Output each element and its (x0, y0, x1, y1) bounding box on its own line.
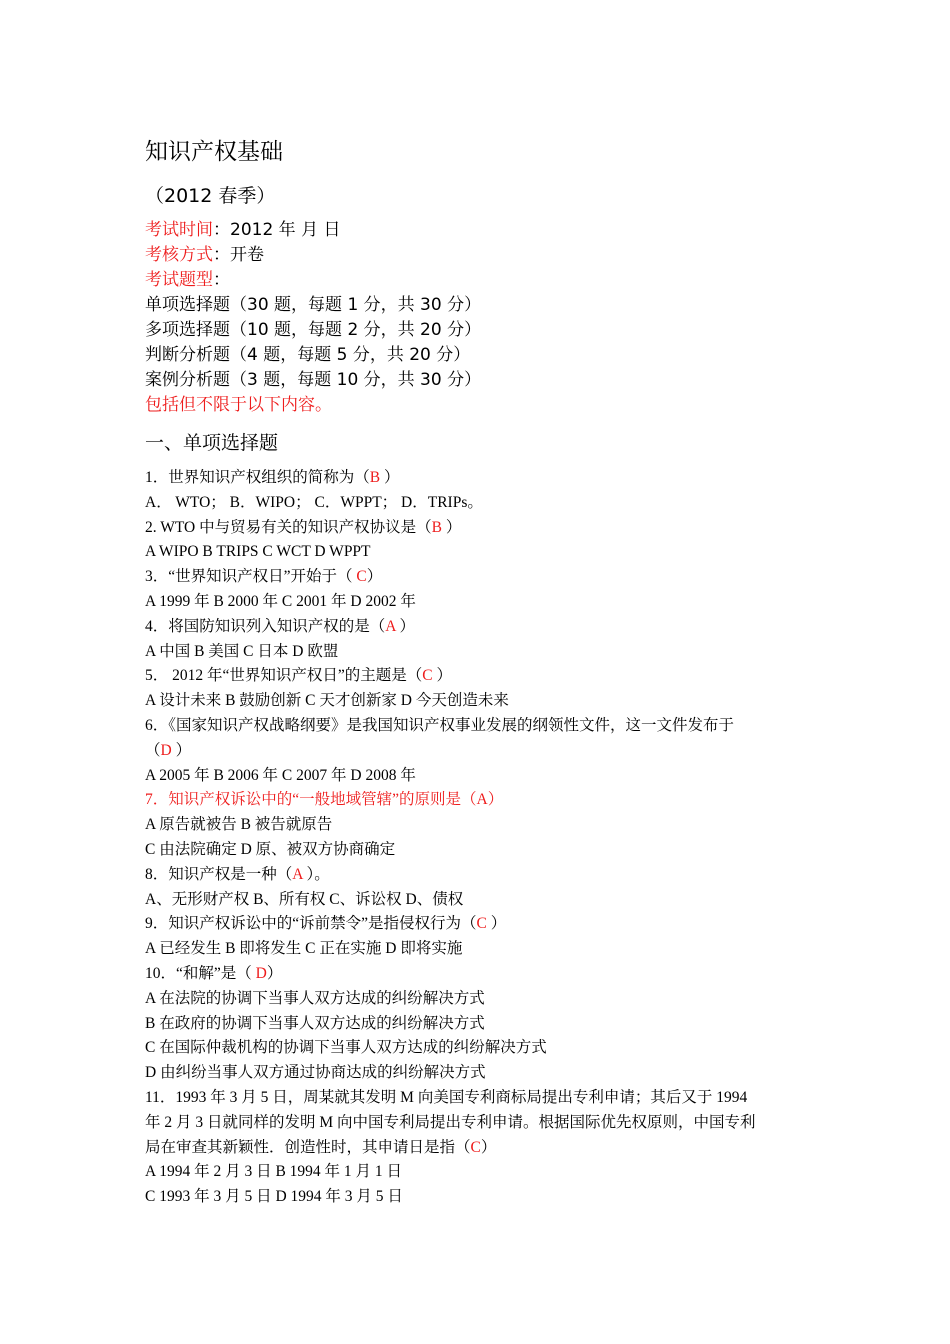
question-text: 10．“和解”是（ (145, 964, 256, 982)
answer-mark: B (369, 469, 381, 486)
options-line: A 中国 B 美国 C 日本 D 欧盟 (145, 642, 339, 660)
question-line (145, 912, 815, 937)
exam-method-value: ：开卷 (213, 245, 264, 265)
question-text-end: ）。 (302, 865, 330, 883)
question-text: 1．世界知识产权组织的简称为（ (145, 469, 370, 486)
options-line: A 1994 年 2 月 3 日 B 1994 年 1 月 1 日 (145, 1163, 403, 1181)
question-text: 3．“世界知识产权日”开始于（ (145, 568, 357, 586)
exam-types-value: ： (213, 270, 230, 290)
question-line (145, 664, 815, 689)
exam-method (145, 243, 815, 268)
options-line: B 在政府的协调下当事人双方达成的纠纷解决方式 (145, 1014, 485, 1032)
question-line (145, 962, 815, 987)
document-content (145, 132, 815, 1210)
answer-mark: B (431, 518, 442, 536)
options-line: C 在国际仲裁机构的协调下当事人双方达成的纠纷解决方式 (145, 1039, 547, 1057)
question-line (145, 1136, 815, 1161)
options-line: A、无形财产权 B、所有权 C、诉讼权 D、债权 (145, 890, 464, 908)
question-text: 9．知识产权诉讼中的“诉前禁令”是指侵权行为（ (145, 915, 477, 933)
question-line: 11．1993 年 3 月 5 日，周某就其发明 M 向美国专利商标局提出专利申请；其后又于 1994 (145, 1088, 748, 1106)
question-text-end: ） (441, 518, 462, 536)
exam-type-item: 案例分析题（3 题，每题 10 分，共 30 分） (145, 370, 482, 390)
options-line: A 在法院的协调下当事人双方达成的纠纷解决方式 (145, 989, 485, 1007)
question-text: 4．将国防知识列入知识产权的是（ (145, 617, 386, 635)
question-text: 8．知识产权是一种（ (145, 865, 293, 883)
question-line: 6．《国家知识产权战略纲要》是我国知识产权事业发展的纲领性文件，这一文件发布于 (145, 716, 735, 734)
question-line: 年 2 月 3 日就同样的发明 M 向中国专利局提出专利申请。根据国际优先权原则，中国专利 (145, 1113, 756, 1131)
exam-types (145, 268, 815, 293)
answer-mark: A (292, 865, 303, 883)
options-line: A 2005 年 B 2006 年 C 2007 年 D 2008 年 (145, 766, 416, 784)
options-line: A 已经发生 B 即将发生 C 正在实施 D 即将实施 (145, 940, 463, 958)
options-line: A WIPO B TRIPS C WCT D WPPT (145, 543, 371, 561)
exam-types-label: 考试题型 (145, 270, 213, 290)
question-line (145, 739, 815, 764)
question-text-end: ） (380, 469, 400, 486)
question-line (145, 565, 815, 590)
options-line: C 1993 年 3 月 5 日 D 1994 年 3 月 5 日 (145, 1188, 403, 1206)
exam-time-label: 考试时间 (145, 220, 213, 240)
scope-note: 包括但不限于以下内容。 (145, 395, 332, 415)
exam-time-value: ：2012 年 月 日 (213, 220, 341, 240)
answer-mark: A (385, 617, 396, 635)
question-text-end: ） (480, 1138, 497, 1156)
answer-mark: C (470, 1138, 481, 1156)
question-line (145, 863, 815, 888)
question-text-end: ） (395, 617, 415, 635)
question-line (145, 466, 815, 491)
question-text: （ (145, 741, 161, 759)
question-text: 2. WTO 中与贸易有关的知识产权协议是（ (145, 518, 432, 536)
options-line: D 由纠纷当事人双方通过协商达成的纠纷解决方式 (145, 1064, 486, 1082)
question-text-end: ） (266, 964, 283, 982)
season-subtitle: （2012 春季） (145, 185, 276, 207)
answer-mark: D (255, 964, 267, 982)
section-title: 一、单项选择题 (145, 432, 279, 454)
exam-time (145, 218, 815, 243)
question-text: 局在审查其新颖性．创造性时，其申请日是指（ (145, 1138, 471, 1156)
options-line: C 由法院确定 D 原、被双方协商确定 (145, 840, 396, 858)
question-line-highlighted: 7．知识产权诉讼中的“一般地域管辖”的原则是（A） (145, 791, 504, 809)
page-title: 知识产权基础 (145, 139, 283, 165)
options-line: A 设计未来 B 鼓励创新 C 天才创新家 D 今天创造未来 (145, 692, 509, 710)
answer-mark: C (356, 568, 367, 586)
options-line: A 原告就被告 B 被告就原告 (145, 816, 333, 834)
options-line: A 1999 年 B 2000 年 C 2001 年 D 2002 年 (145, 592, 416, 610)
exam-type-item: 判断分析题（4 题，每题 5 分，共 20 分） (145, 345, 471, 365)
exam-type-item: 单项选择题（30 题，每题 1 分，共 30 分） (145, 295, 482, 315)
options-line: A． WTO； B．WIPO； C．WPPT； D．TRIPs。 (145, 493, 483, 511)
answer-mark: C (422, 667, 433, 685)
question-text-end: ） (366, 568, 383, 586)
question-text-end: ） (171, 741, 192, 759)
question-text-end: ） (432, 667, 452, 685)
question-text-end: ） (486, 915, 507, 933)
exam-method-label: 考核方式 (145, 245, 213, 265)
question-line (145, 615, 815, 640)
question-line (145, 516, 815, 541)
question-text: 5． 2012 年“世界知识产权日”的主题是（ (145, 667, 423, 685)
exam-type-item: 多项选择题（10 题，每题 2 分，共 20 分） (145, 320, 482, 340)
answer-mark: D (160, 741, 172, 759)
answer-mark: C (476, 915, 487, 933)
